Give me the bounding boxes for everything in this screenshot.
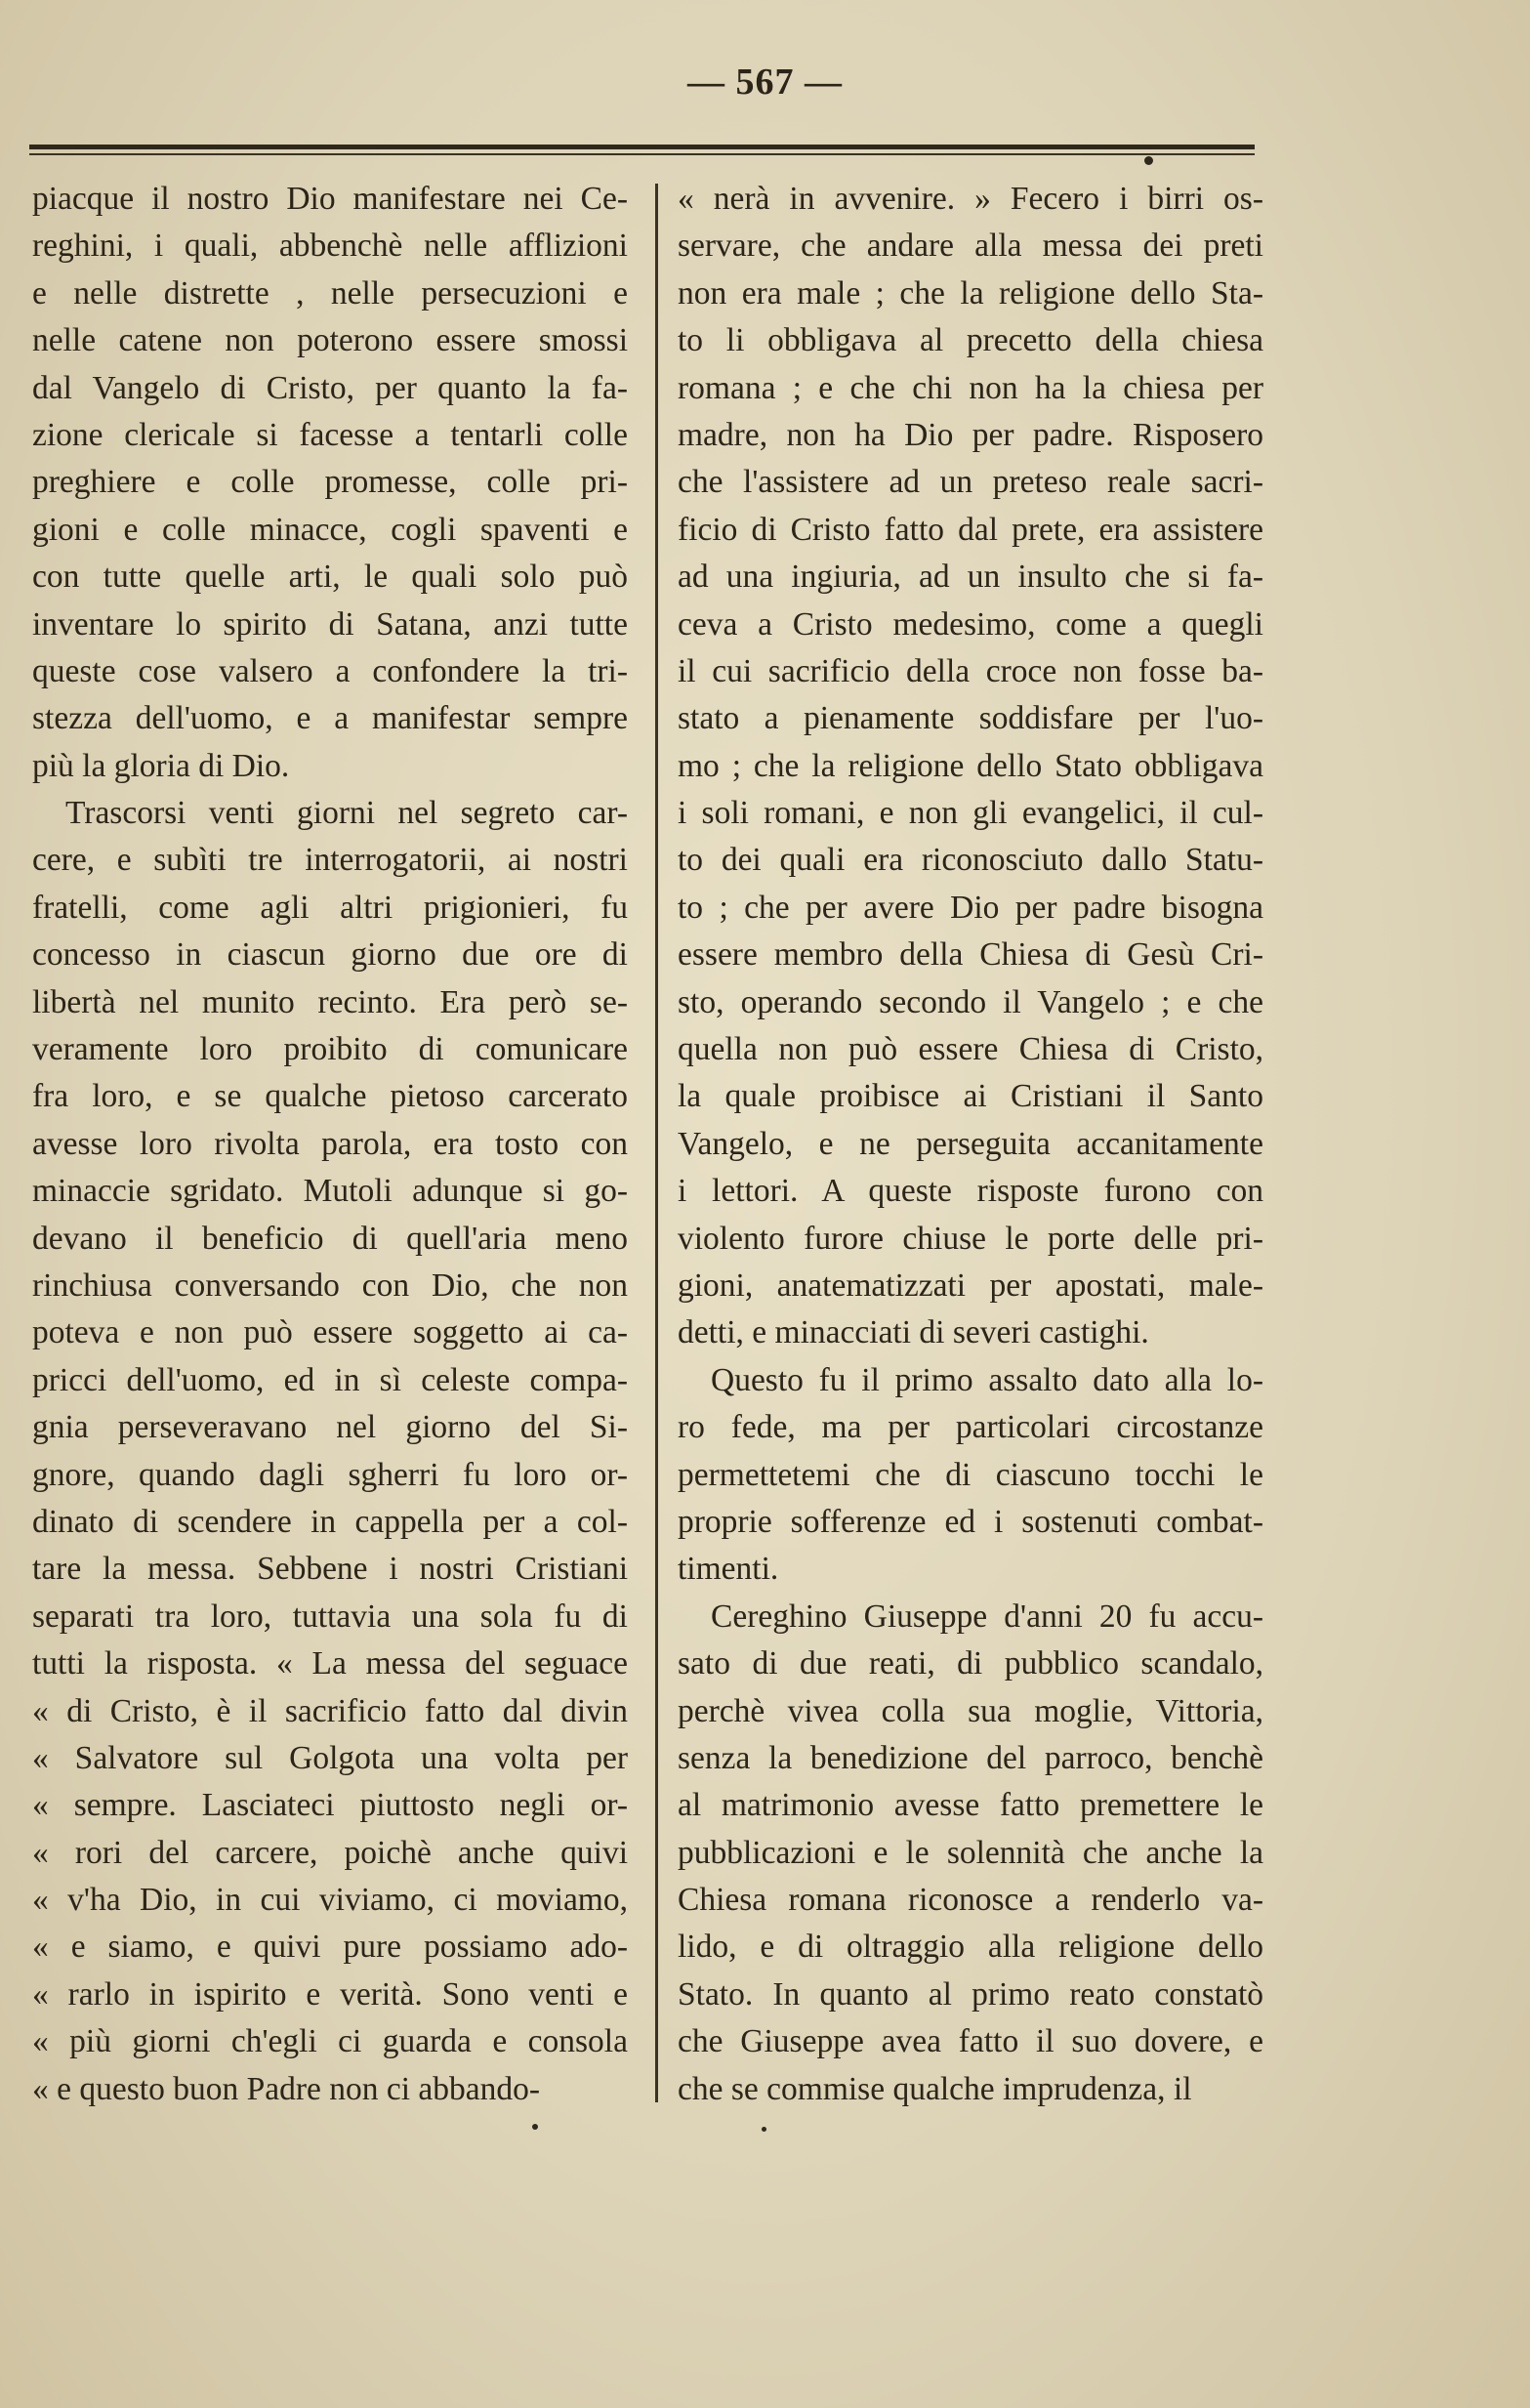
text-line: « più giorni ch'egli ci guarda e consola: [32, 2023, 628, 2060]
text-line: « e questo buon Padre non ci abbando-: [32, 2070, 541, 2107]
text-line: lido, e di oltraggio alla religione dello: [678, 1929, 1263, 1966]
text-line: non era male ; che la religione dello Sta-: [678, 274, 1263, 311]
text-line: al matrimonio avesse fatto premettere le: [678, 1787, 1263, 1824]
text-line: che se commise qualche imprudenza, il: [678, 2070, 1192, 2107]
text-line: Chiesa romana riconosce a renderlo va-: [678, 1882, 1263, 1919]
text-line: to li obbligava al precetto della chiesa: [678, 322, 1263, 359]
header-rule-thin: [29, 153, 1255, 155]
text-line: fra loro, e se qualche pietoso carcerato: [32, 1078, 628, 1115]
text-line: dinato di scendere in cappella per a col-: [32, 1503, 628, 1540]
text-line: piacque il nostro Dio manifestare nei Ce-: [32, 181, 628, 217]
text-line: proprie sofferenze ed i sostenuti combat-: [678, 1503, 1263, 1540]
text-line: poteva e non può essere soggetto ai ca-: [32, 1314, 628, 1351]
text-line: romana ; e che chi non ha la chiesa per: [678, 369, 1263, 406]
text-line: madre, non ha Dio per padre. Risposero: [678, 416, 1263, 453]
text-line: inventare lo spirito di Satana, anzi tutte: [32, 605, 628, 643]
text-line: zione clericale si facesse a tentarli colle: [32, 416, 628, 453]
text-line: « sempre. Lasciateci piuttosto negli or-: [32, 1787, 628, 1824]
text-line: la quale proibisce ai Cristiani il Santo: [678, 1078, 1263, 1115]
header-rule-thick: [29, 145, 1255, 149]
text-line: fratelli, come agli altri prigionieri, fu: [32, 889, 628, 926]
text-line: « di Cristo, è il sacrificio fatto dal divin: [32, 1692, 628, 1729]
text-line: nelle catene non poterono essere smossi: [32, 322, 628, 359]
text-line: sato di due reati, di pubblico scandalo,: [678, 1645, 1263, 1682]
text-line: più la gloria di Dio.: [32, 747, 290, 784]
text-line: « nerà in avvenire. » Fecero i birri os-: [678, 181, 1263, 217]
text-line: « e siamo, e quivi pure possiamo ado-: [32, 1929, 628, 1966]
text-line: « v'ha Dio, in cui viviamo, ci moviamo,: [32, 1882, 628, 1919]
text-line: to dei quali era riconosciuto dallo Statu-: [678, 842, 1263, 879]
text-line: to ; che per avere Dio per padre bisogna: [678, 889, 1263, 926]
text-line: concesso in ciascun giorno due ore di: [32, 936, 628, 974]
text-line: gnia perseveravano nel giorno del Si-: [32, 1409, 628, 1446]
text-line: cere, e subìti tre interrogatorii, ai nostri: [32, 842, 628, 879]
text-line: perchè vivea colla sua moglie, Vittoria,: [678, 1692, 1263, 1729]
text-line: separati tra loro, tuttavia una sola fu di: [32, 1598, 628, 1635]
text-line: stato a pienamente soddisfare per l'uo-: [678, 700, 1263, 737]
text-line: che Giuseppe avea fatto il suo dovere, e: [678, 2023, 1263, 2060]
text-line: quella non può essere Chiesa di Cristo,: [678, 1031, 1263, 1068]
text-line: ficio di Cristo fatto dal prete, era assistere: [678, 511, 1263, 548]
text-line: che l'assistere ad un preteso reale sacri-: [678, 464, 1263, 501]
text-line: « rarlo in ispirito e verità. Sono venti e: [32, 1975, 628, 2013]
text-line: sto, operando secondo il Vangelo ; e che: [678, 983, 1263, 1020]
text-line: ro fede, ma per particolari circostanze: [678, 1409, 1263, 1446]
text-line: Stato. In quanto al primo reato constatò: [678, 1975, 1263, 2013]
text-line: minaccie sgridato. Mutoli adunque si go-: [32, 1173, 628, 1210]
text-line: « Salvatore sul Golgota una volta per: [32, 1739, 628, 1776]
text-line: ceva a Cristo medesimo, come a quegli: [678, 605, 1263, 643]
text-line: permettetemi che di ciascuno tocchi le: [678, 1456, 1263, 1493]
text-line: con tutte quelle arti, le quali solo può: [32, 559, 628, 596]
text-line: pricci dell'uomo, ed in sì celeste compa-: [32, 1361, 628, 1398]
text-line: devano il beneficio di quell'aria meno: [32, 1220, 628, 1257]
ink-mark: [1144, 156, 1153, 165]
text-line: gioni, anatematizzati per apostati, male-: [678, 1266, 1263, 1304]
text-line: i lettori. A queste risposte furono con: [678, 1173, 1263, 1210]
text-line: violento furore chiuse le porte delle pri-: [678, 1220, 1263, 1257]
text-line: essere membro della Chiesa di Gesù Cri-: [678, 936, 1263, 974]
text-line: veramente loro proibito di comunicare: [32, 1031, 628, 1068]
text-line: Questo fu il primo assalto dato alla lo-: [711, 1361, 1263, 1398]
text-line: gioni e colle minacce, cogli spaventi e: [32, 511, 628, 548]
text-line: Cereghino Giuseppe d'anni 20 fu accu-: [711, 1598, 1263, 1635]
page-number: — 567 —: [687, 62, 843, 103]
text-line: timenti.: [678, 1551, 779, 1588]
text-line: il cui sacrificio della croce non fosse ba-: [678, 652, 1263, 689]
text-line: queste cose valsero a confondere la tri-: [32, 652, 628, 689]
text-line: rinchiusa conversando con Dio, che non: [32, 1266, 628, 1304]
text-column-right: [678, 176, 1263, 2113]
text-line: Trascorsi venti giorni nel segreto car-: [65, 795, 628, 832]
text-line: stezza dell'uomo, e a manifestar sempre: [32, 700, 628, 737]
text-line: e nelle distrette , nelle persecuzioni e: [32, 274, 628, 311]
text-line: tare la messa. Sebbene i nostri Cristiani: [32, 1551, 628, 1588]
text-column-left: [32, 176, 628, 2113]
text-line: senza la benedizione del parroco, benchè: [678, 1739, 1263, 1776]
text-line: servare, che andare alla messa dei preti: [678, 228, 1263, 265]
text-line: ad una ingiuria, ad un insulto che si fa-: [678, 559, 1263, 596]
column-divider: [655, 184, 658, 2102]
ink-mark: [532, 2124, 538, 2130]
text-line: dal Vangelo di Cristo, per quanto la fa-: [32, 369, 628, 406]
text-line: mo ; che la religione dello Stato obbligava: [678, 747, 1263, 784]
text-line: pubblicazioni e le solennità che anche la: [678, 1834, 1263, 1871]
text-line: avesse loro rivolta parola, era tosto con: [32, 1125, 628, 1162]
text-line: tutti la risposta. « La messa del seguace: [32, 1645, 628, 1682]
text-line: i soli romani, e non gli evangelici, il cul-: [678, 795, 1263, 832]
text-line: reghini, i quali, abbenchè nelle afflizioni: [32, 228, 628, 265]
text-line: « rori del carcere, poichè anche quivi: [32, 1834, 628, 1871]
ink-mark: [762, 2127, 766, 2132]
text-line: Vangelo, e ne perseguita accanitamente: [678, 1125, 1263, 1162]
text-line: libertà nel munito recinto. Era però se-: [32, 983, 628, 1020]
text-line: gnore, quando dagli sgherri fu loro or-: [32, 1456, 628, 1493]
text-line: detti, e minacciati di severi castighi.: [678, 1314, 1149, 1351]
text-line: preghiere e colle promesse, colle pri-: [32, 464, 628, 501]
